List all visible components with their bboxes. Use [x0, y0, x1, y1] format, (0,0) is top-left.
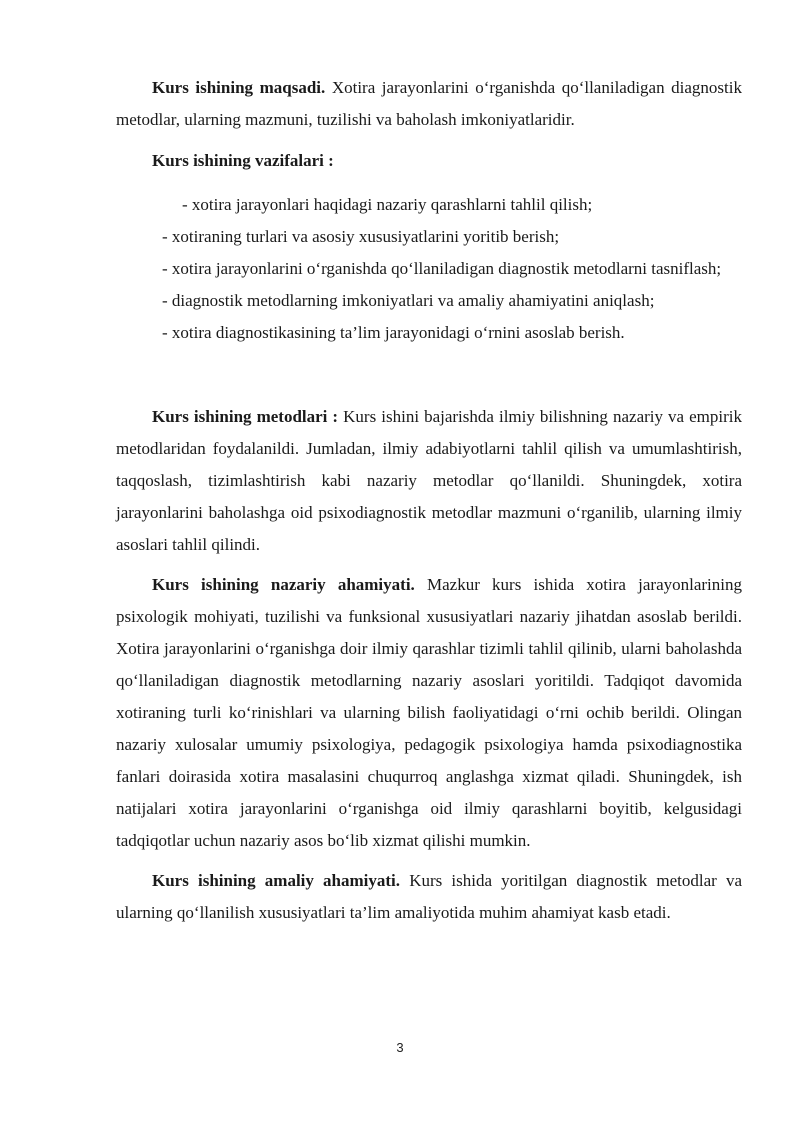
list-item: - xotira jarayonlarini o‘rganishda qo‘llaniladigan diagnostik metodlarni tasniflash;	[162, 259, 722, 278]
theory-text: Mazkur kurs ishida xotira jarayonlarining psixologik mohiyati, tuzilishi va funksional xususiyatlari nazariy jihatdan asoslab berildi. Xotira jarayonlarini o‘rganishga doir ilmiy qarashlar tizimli tahlil qilinib, ularni baholashda qo‘llaniladigan diagnostik metodlarning nazariy asoslari yoritildi. Tadqiqot davomida xotiraning turli ko‘rinishlari va ularning bilish faoliyatidagi o‘rni ochib berildi. Olingan nazariy xulosalar umumiy psixologiya, pedagogik psixologiya hamda psixodiagnostika fanlari doirasida xotira masalasini chuqurroq anglashga xizmat qiladi. Shuningdek, ish natijalari xotira jarayonlarini o‘rganishga oid ilmiy qarashlarni boyitib, kelgusidagi tadqiqotlar uchun nazariy asos bo‘lib xizmat qilishi mumkin.	[116, 575, 742, 850]
goal-paragraph	[116, 72, 742, 136]
page-number: 3	[396, 1040, 404, 1055]
practice-paragraph	[116, 865, 742, 929]
page-content	[116, 72, 742, 929]
theory-paragraph	[116, 569, 742, 857]
practice-heading: Kurs ishining amaliy ahamiyati.	[152, 871, 401, 890]
practice-text: Kurs ishida yoritilgan diagnostik metodlar va ularning qo‘llanilish xususiyatlari ta’lim amaliyotida muhim ahamiyat kasb etadi.	[116, 871, 743, 922]
goal-heading: Kurs ishining maqsadi.	[152, 78, 326, 97]
list-item: - diagnostik metodlarning imkoniyatlari va amaliy ahamiyatini aniqlash;	[162, 291, 655, 310]
methods-paragraph	[116, 401, 742, 561]
tasks-heading-line	[116, 145, 742, 177]
list-item: - xotira diagnostikasining ta’lim jarayonidagi o‘rnini asoslab berish.	[162, 323, 625, 342]
tasks-list	[116, 189, 742, 349]
tasks-heading: Kurs ishining vazifalari :	[152, 151, 334, 170]
theory-heading: Kurs ishining nazariy ahamiyati.	[152, 575, 415, 594]
methods-text: Kurs ishini bajarishda ilmiy bilishning nazariy va empirik metodlaridan foydalanildi. Jumladan, ilmiy adabiyotlarni tahlil qilish va umumlashtirish, taqqoslash, tizimlashtirish kabi nazariy metodlar qo‘llanildi. Shuningdek, xotira jarayonlarini baholashga oid psixodiagnostik metodlar mazmuni o‘rganilib, ularning ilmiy asoslari tahlil qilindi.	[116, 407, 743, 554]
list-item: - xotira jarayonlari haqidagi nazariy qarashlarni tahlil qilish;	[182, 195, 593, 214]
goal-text: Xotira jarayonlarini o‘rganishda qo‘llaniladigan diagnostik metodlar, ularning mazmuni, tuzilishi va baholash imkoniyatlaridir.	[116, 78, 742, 129]
methods-heading: Kurs ishining metodlari :	[152, 407, 339, 426]
list-item: - xotiraning turlari va asosiy xususiyatlarini yoritib berish;	[162, 227, 560, 246]
